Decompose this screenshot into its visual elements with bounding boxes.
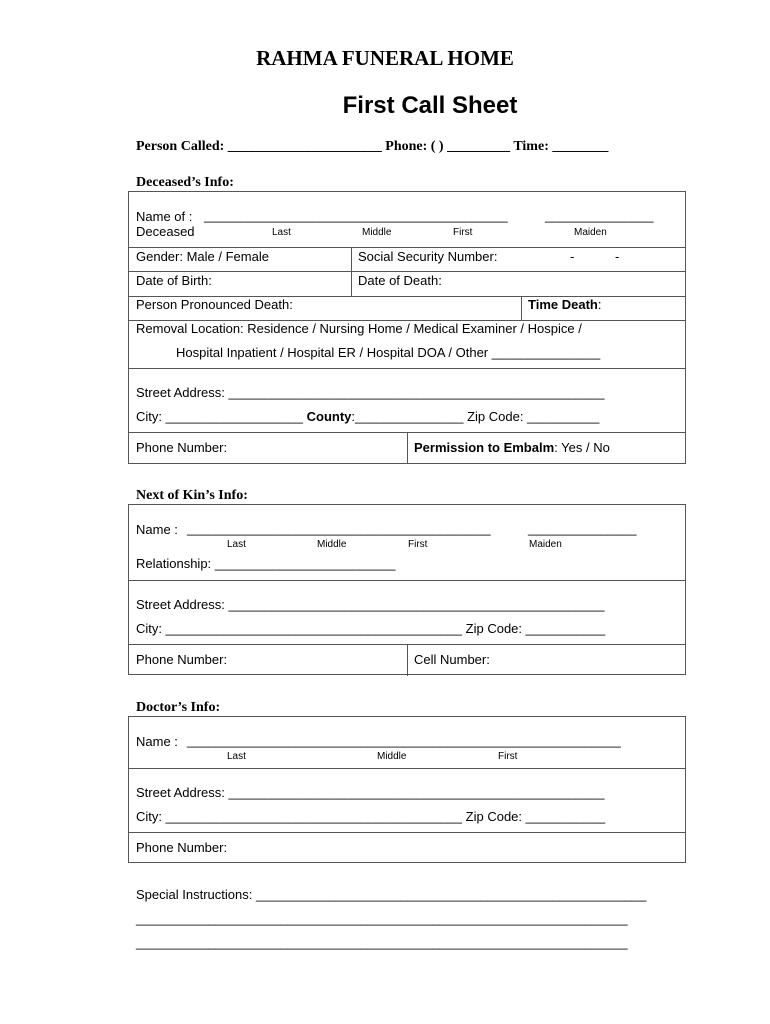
doctor-sub-label-middle: Middle [377,751,407,762]
kin-name-field[interactable]: __________________________________________ [187,521,491,536]
kin-info-box [128,504,686,675]
doctor-name-field[interactable]: ____________________________________________________________ [187,733,621,748]
kin-phone-field[interactable]: Phone Number: [136,652,228,667]
kin-sub-label-first: First [408,539,428,550]
gender-field[interactable]: Gender: Male / Female [136,249,269,264]
kin-sub-label-maiden: Maiden [529,539,562,550]
county-label: County [306,409,352,424]
doctor-sub-label-last: Last [227,751,246,762]
deceased-city-county-zip[interactable]: City: ___________________ County:_______________ Zip Code: __________ [136,409,600,424]
sub-label-maiden: Maiden [574,227,607,238]
time-death-label: Time Death [528,297,598,312]
removal-location-line-2[interactable]: Hospital Inpatient / Hospital ER / Hospital DOA / Other _______________ [176,345,601,360]
ssn-field[interactable]: Social Security Number: [358,249,498,264]
deceased-name-label: Name of : [136,209,193,224]
kin-sub-label-middle: Middle [317,539,347,550]
kin-section-heading: Next of Kin’s Info: [136,488,248,503]
kin-sub-label-last: Last [227,539,246,550]
permission-to-embalm-field[interactable]: Permission to Embalm: Yes / No [414,440,610,455]
removal-location-line-1[interactable]: Removal Location: Residence / Nursing Home / Medical Examiner / Hospice / [136,321,582,336]
deceased-info-box [128,191,686,464]
special-instructions-field[interactable]: Special Instructions: ______________________________________________________ [136,887,647,902]
doctor-info-box [128,716,686,863]
doctor-name-label: Name : [136,734,178,749]
kin-maiden-field[interactable]: _______________ [528,521,637,536]
special-instructions-line-2[interactable]: ____________________________________________________________________ [136,911,628,926]
date-of-death-field[interactable]: Date of Death: [358,273,442,288]
doctor-city-zip[interactable]: City: _________________________________________ Zip Code: ___________ [136,809,606,824]
kin-name-label: Name : [136,522,178,537]
special-instructions-line-3[interactable]: ____________________________________________________________________ [136,935,628,950]
kin-cell-field[interactable]: Cell Number: [414,652,490,667]
doctor-sub-label-first: First [498,751,518,762]
deceased-street-address[interactable]: Street Address: ____________________________________________________ [136,385,605,400]
person-called-line[interactable]: Person Called: ______________________ Phone: ( ) _________ Time: ________ [136,139,609,154]
sub-label-first: First [453,227,473,238]
doctor-phone-field[interactable]: Phone Number: [136,840,228,855]
ssn-dash-2: - [615,249,620,264]
date-of-birth-field[interactable]: Date of Birth: [136,273,212,288]
doctor-street-address[interactable]: Street Address: ____________________________________________________ [136,785,605,800]
kin-city-zip[interactable]: City: _________________________________________ Zip Code: ___________ [136,621,606,636]
doctor-section-heading: Doctor’s Info: [136,700,221,715]
deceased-section-heading: Deceased’s Info: [136,175,234,190]
ssn-dash-1: - [570,249,575,264]
funeral-home-title: RAHMA FUNERAL HOME [256,46,514,70]
deceased-phone-field[interactable]: Phone Number: [136,440,228,455]
sub-label-last: Last [272,227,291,238]
time-death-field[interactable]: Time Death: [528,297,602,312]
deceased-name-field[interactable]: __________________________________________ [204,208,508,223]
deceased-name-label-2: Deceased [136,224,195,239]
kin-street-address[interactable]: Street Address: ____________________________________________________ [136,597,605,612]
page-title: First Call Sheet [342,92,518,119]
sub-label-middle: Middle [362,227,392,238]
relationship-field[interactable]: Relationship: _________________________ [136,556,396,571]
deceased-maiden-field[interactable]: _______________ [545,208,654,223]
person-pronounced-field[interactable]: Person Pronounced Death: [136,297,293,312]
embalm-label: Permission to Embalm [414,440,555,455]
